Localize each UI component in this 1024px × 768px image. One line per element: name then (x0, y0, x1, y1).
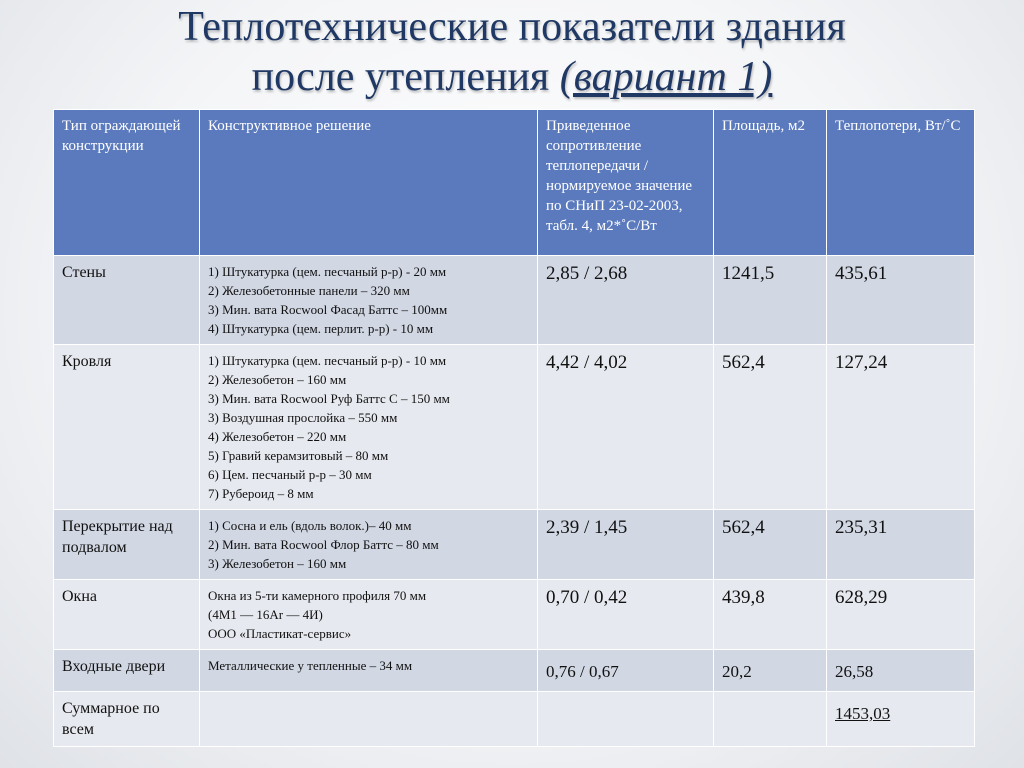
table-row (54, 580, 975, 650)
row-area: 439,8 (714, 580, 827, 650)
table-row (54, 650, 975, 692)
header-solution: Конструктивное решение (200, 110, 538, 256)
row-resistance: 0,76 / 0,67 (538, 650, 714, 692)
solution-line: 1) Штукатурка (цем. песчаный р-р) - 10 мм (208, 353, 447, 368)
row-resistance: 2,85 / 2,68 (538, 256, 714, 345)
row-type: Перекрытие над подвалом (54, 510, 200, 580)
table-row (54, 345, 975, 510)
header-area: Площадь, м2 (714, 110, 827, 256)
solution-line: ООО «Пластикат-сервис» (208, 626, 352, 641)
title-variant: (вариант 1) (559, 54, 773, 100)
table-row (54, 256, 975, 345)
solution-line: 4) Штукатурка (цем. перлит. р-р) - 10 мм (208, 321, 434, 336)
solution-line: Окна из 5-ти камерного профиля 70 мм (208, 588, 427, 603)
row-type: Окна (54, 580, 200, 650)
solution-line: 2) Мин. вата Rocwool Флор Баттс – 80 мм (208, 537, 439, 552)
solution-line: 6) Цем. песчаный р-р – 30 мм (208, 467, 372, 482)
slide-title (0, 2, 1024, 102)
row-type: Входные двери (54, 650, 200, 692)
row-solution (200, 510, 538, 580)
solution-line: 3) Мин. вата Rocwool Фасад Баттс – 100мм (208, 302, 448, 317)
solution-line: 3) Мин. вата Rocwool Руф Баттс С – 150 мм (208, 391, 450, 406)
row-area: 562,4 (714, 345, 827, 510)
table-total-row (54, 692, 975, 747)
table-row (54, 510, 975, 580)
row-solution (200, 345, 538, 510)
table-header-row (54, 110, 975, 256)
solution-line: 2) Железобетон – 160 мм (208, 372, 347, 387)
total-label: Суммарное по всем (54, 692, 200, 747)
title-line-2: после утепления (251, 54, 550, 100)
row-solution (200, 256, 538, 345)
total-area-empty (714, 692, 827, 747)
solution-line: 4) Железобетон – 220 мм (208, 429, 347, 444)
row-loss: 26,58 (827, 650, 975, 692)
solution-line: 3) Воздушная прослойка – 550 мм (208, 410, 398, 425)
heat-indicators-table (53, 109, 975, 747)
header-loss: Теплопотери, Вт/˚С (827, 110, 975, 256)
total-loss: 1453,03 (835, 704, 891, 723)
row-loss: 127,24 (827, 345, 975, 510)
solution-line: 2) Железобетонные панели – 320 мм (208, 283, 410, 298)
row-resistance: 2,39 / 1,45 (538, 510, 714, 580)
row-loss: 435,61 (827, 256, 975, 345)
total-resistance-empty (538, 692, 714, 747)
header-resistance: Приведенное сопротивление теплопередачи / нормируемое значение по СНиП 23-02-2003, табл. 4, м2*˚С/Вт (538, 110, 714, 256)
row-type: Кровля (54, 345, 200, 510)
solution-line: Металлические у тепленные – 34 мм (208, 658, 413, 673)
row-loss: 628,29 (827, 580, 975, 650)
row-area: 1241,5 (714, 256, 827, 345)
row-area: 562,4 (714, 510, 827, 580)
solution-line: 7) Рубероид – 8 мм (208, 486, 314, 501)
row-type: Стены (54, 256, 200, 345)
title-line-1: Теплотехнические показатели здания (178, 4, 846, 50)
solution-line: 1) Штукатурка (цем. песчаный р-р) - 20 мм (208, 264, 447, 279)
solution-line: 5) Гравий керамзитовый – 80 мм (208, 448, 389, 463)
row-resistance: 4,42 / 4,02 (538, 345, 714, 510)
row-area: 20,2 (714, 650, 827, 692)
row-solution (200, 580, 538, 650)
total-solution-empty (200, 692, 538, 747)
row-resistance: 0,70 / 0,42 (538, 580, 714, 650)
row-loss: 235,31 (827, 510, 975, 580)
solution-line: (4М1 — 16Ar — 4И) (208, 607, 323, 622)
header-type: Тип ограждающей конструкции (54, 110, 200, 256)
total-loss-cell (827, 692, 975, 747)
solution-line: 1) Сосна и ель (вдоль волок.)– 40 мм (208, 518, 412, 533)
row-solution (200, 650, 538, 692)
solution-line: 3) Железобетон – 160 мм (208, 556, 347, 571)
